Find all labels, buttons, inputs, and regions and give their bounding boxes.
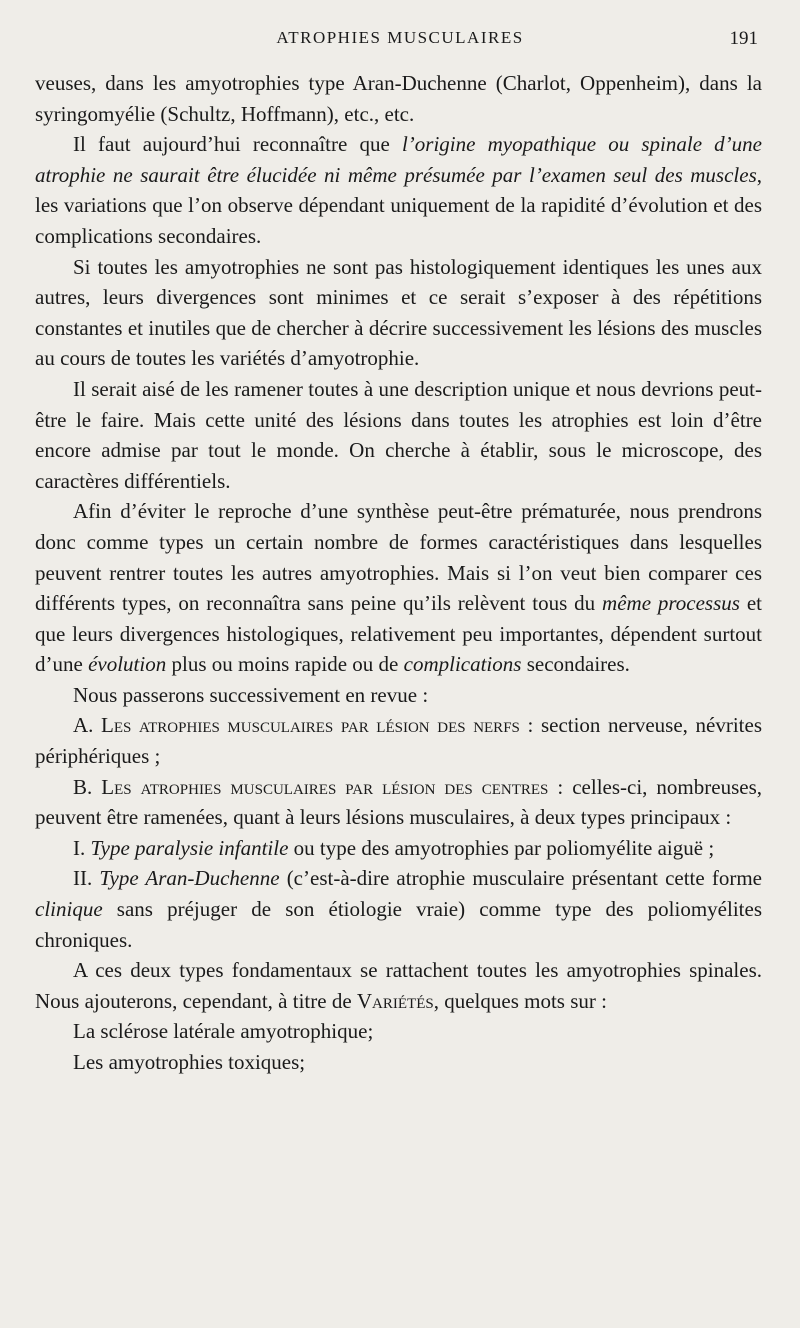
paragraph [35, 955, 762, 1016]
italic-text: évolution [88, 652, 167, 677]
text-run: A ces deux types fondamentaux se rattachent toutes les amyotrophies spinales. Nous ajouterons, cependant, à titre de [35, 958, 762, 1013]
paragraph [35, 1047, 762, 1078]
italic-text: complications [403, 652, 522, 677]
paragraph [35, 496, 762, 680]
small-caps-text: Variétés [356, 988, 434, 1013]
paragraph [35, 833, 762, 864]
text-run: Les amyotrophies toxiques; [73, 1050, 306, 1074]
paragraph [35, 863, 762, 955]
text-run: Si toutes les amyotrophies ne sont pas histologiquement identiques les unes aux autres, leurs divergences sont minimes et ce serait s’exposer à des répétitions constantes et inutiles que de chercher à décrire successivement les lésions des muscles au cours de toutes les variétés d’amyotrophie. [35, 254, 762, 371]
text-run: Il serait aisé de les ramener toutes à une description unique et nous devrions peut-être le faire. Mais cette unité des lésions dans toutes les atrophies est loin d’être encore admise par tout le monde. On cherche à établir, sous le microscope, des caractères différentiels. [35, 376, 762, 493]
text-run: veuses, dans les amyotrophies type Aran-Duchenne (Charlot, Oppenheim), dans la syringomyélie (Schultz, Hoffmann), etc., etc. [35, 71, 762, 126]
text-run: B. [73, 774, 102, 799]
text-run: II. [73, 866, 100, 891]
page-number: 191 [729, 28, 758, 49]
paragraph [35, 1016, 762, 1047]
text-run: Nous passerons successivement en revue : [73, 682, 429, 707]
paragraph [35, 252, 762, 374]
text-run: : section nerveuse, névrites périphériques ; [35, 713, 763, 769]
text-run: Il faut aujourd’hui reconnaître que [73, 132, 402, 157]
text-run: Afin d’éviter le reproche d’une synthèse peut-être prématurée, nous prendrons donc comme types un certain nombre de formes caractéristiques dans lesquelles peuvent rentrer toutes les autres amyotrophies. Mais si l’on veut bien comparer ces différents types, on reconnaîtra sans peine qu’ils relèvent tous du [35, 499, 762, 616]
text-run: sans préjuger de son étiologie vraie) comme type des poliomyélites chroniques. [35, 897, 762, 952]
text-run: I. [73, 835, 91, 860]
italic-text: Type paralysie infantile [90, 835, 289, 860]
running-title: ATROPHIES MUSCULAIRES [276, 28, 524, 47]
paragraph [35, 680, 762, 711]
italic-text: Type Aran-Duchenne [99, 866, 280, 891]
text-run: A. [73, 713, 102, 738]
text-run: secondaires. [521, 652, 630, 677]
text-run: : celles-ci, nombreuses, peuvent être ramenées, quant à leurs lésions musculaires, à deux types principaux : [35, 774, 762, 830]
italic-text: clinique [35, 897, 103, 922]
paragraph [35, 129, 762, 251]
paragraph [35, 772, 762, 833]
paragraph [35, 68, 762, 129]
body-text [35, 68, 762, 1078]
italic-text: même processus [602, 591, 740, 616]
small-caps-text: Les atrophies musculaires par lésion des nerfs [101, 713, 520, 738]
paragraph [35, 374, 762, 496]
text-run: ou type des amyotrophies par poliomyélite aiguë ; [288, 835, 715, 860]
italic-text: l’origine myopathique ou spinale d’une atrophie ne saurait être élucidée ni même présumée par l’examen seul des muscles [35, 132, 762, 187]
text-run: et que leurs divergences histologiques, relativement peu importantes, dépendent surtout d’une [35, 591, 763, 677]
text-run: , quelques mots sur : [433, 988, 607, 1013]
text-run: , les variations que l’on observe dépendant uniquement de la rapidité d’évolution et des complications secondaires. [35, 162, 762, 248]
text-run: plus ou moins rapide ou de [166, 652, 404, 677]
page-header [0, 28, 800, 58]
paragraph [35, 710, 762, 771]
text-run: (c’est-à-dire atrophie musculaire présentant cette forme [279, 866, 762, 891]
small-caps-text: Les atrophies musculaires par lésion des centres [101, 774, 549, 799]
text-run: La sclérose latérale amyotrophique; [73, 1019, 374, 1044]
